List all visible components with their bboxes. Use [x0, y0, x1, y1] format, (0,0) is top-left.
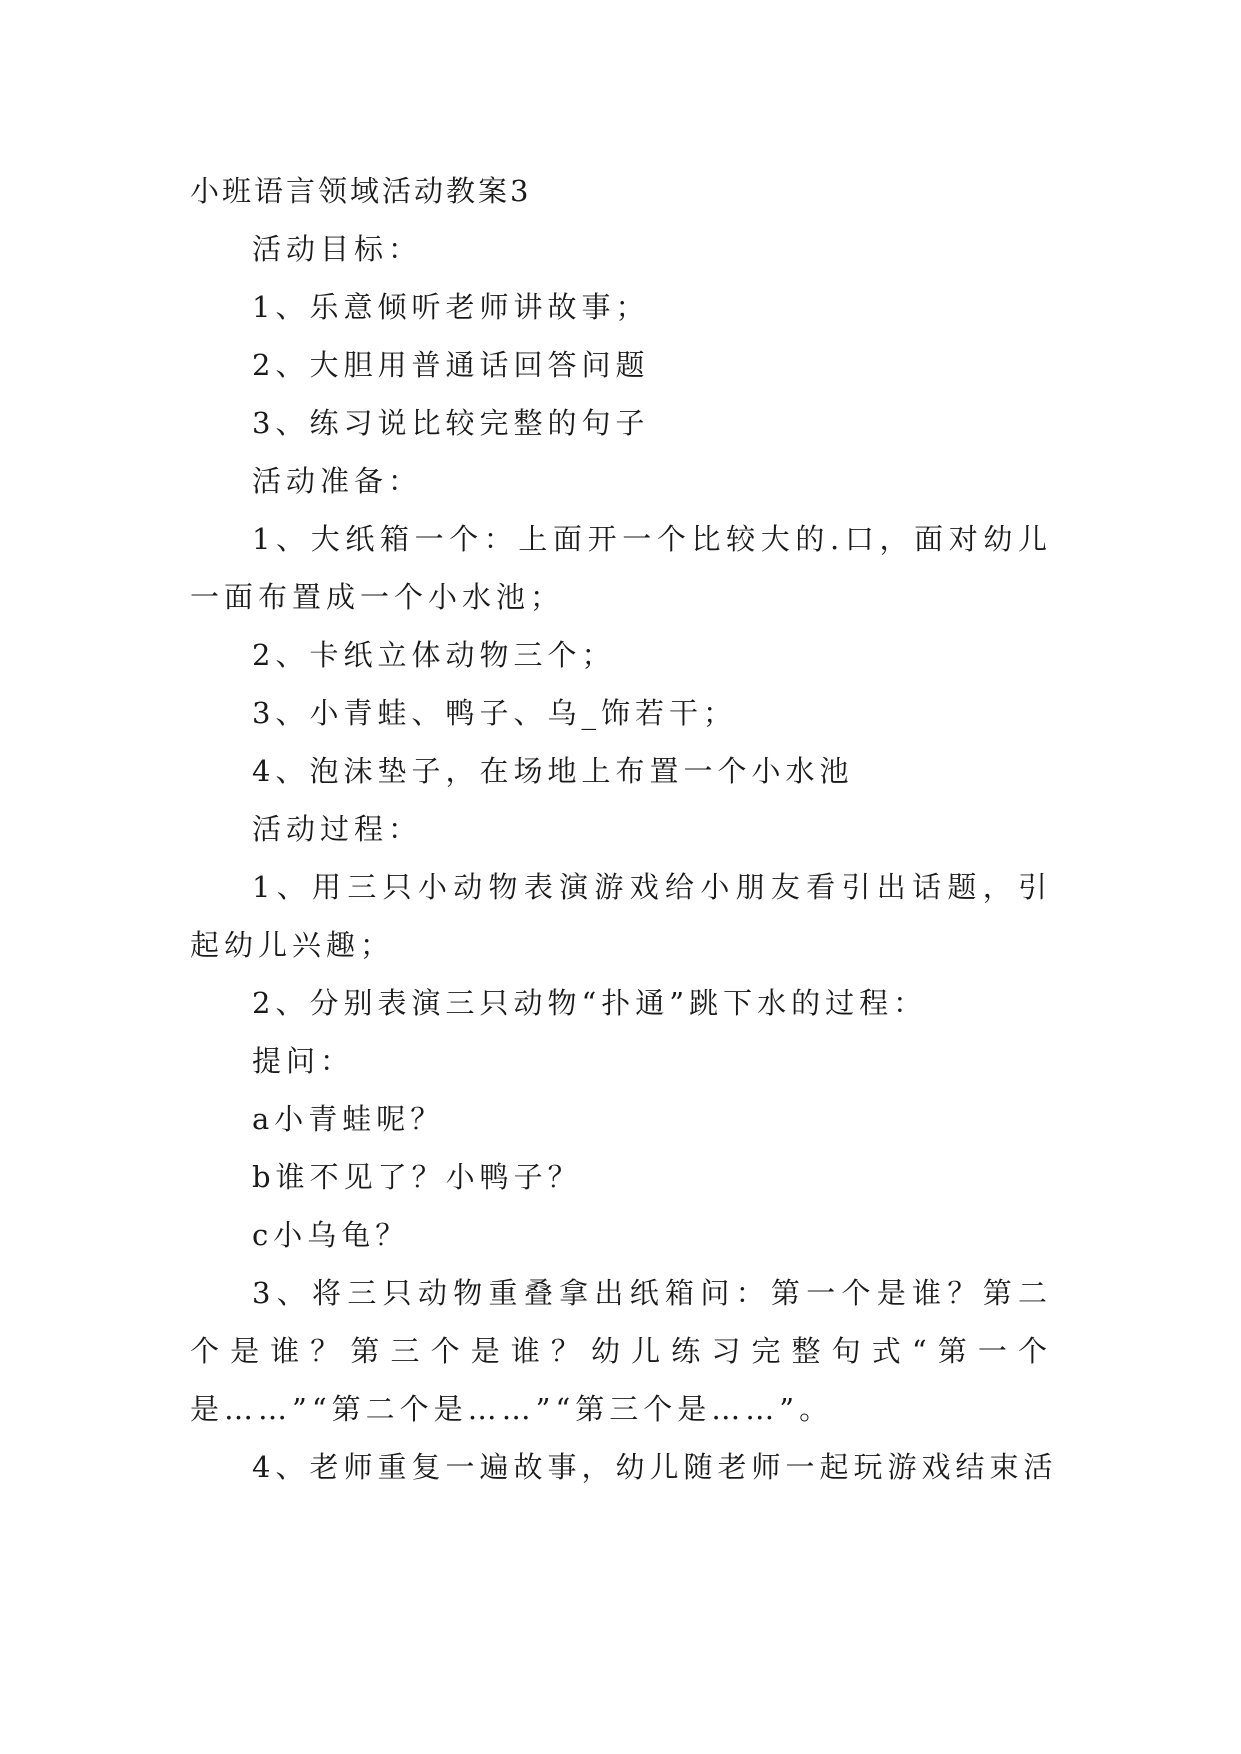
process-step-3: 3、将三只动物重叠拿出纸箱问：第一个是谁？第二个是谁？第三个是谁？幼儿练习完整句式“第一个是……”“第二个是……”“第三个是……”。 [190, 1276, 1052, 1426]
document-title: 小班语言领域活动教案3 [190, 174, 532, 208]
goal-item-2: 2、大胆用普通话回答问题 [252, 348, 650, 382]
document-body [190, 162, 1058, 1496]
heading-activity-process: 活动过程： [252, 812, 423, 846]
preparation-item-3: 3、小青蛙、鸭子、乌_饰若干； [252, 696, 737, 730]
question-c: c小乌龟？ [252, 1218, 410, 1252]
goal-item-3: 3、练习说比较完整的句子 [252, 406, 650, 440]
preparation-item-4: 4、泡沫垫子，在场地上布置一个小水池 [252, 754, 854, 788]
heading-activity-preparation: 活动准备： [252, 464, 423, 498]
preparation-item-1: 1、大纸箱一个：上面开一个比较大的.口，面对幼儿一面布置成一个小水池； [190, 522, 1052, 614]
process-step-4: 4、老师重复一遍故事，幼儿随老师一起玩游戏结束活 [252, 1450, 1058, 1484]
goal-item-1: 1、乐意倾听老师讲故事； [252, 290, 650, 324]
process-step-1: 1、用三只小动物表演游戏给小朋友看引出话题，引起幼儿兴趣； [190, 870, 1052, 962]
question-a: a小青蛙呢？ [252, 1102, 445, 1136]
question-heading: 提问： [252, 1044, 355, 1078]
question-b: b谁不见了？小鸭子？ [252, 1160, 582, 1194]
preparation-item-2: 2、卡纸立体动物三个； [252, 638, 616, 672]
process-step-2: 2、分别表演三只动物“扑通”跳下水的过程： [252, 986, 928, 1020]
heading-activity-goals: 活动目标： [252, 232, 423, 266]
